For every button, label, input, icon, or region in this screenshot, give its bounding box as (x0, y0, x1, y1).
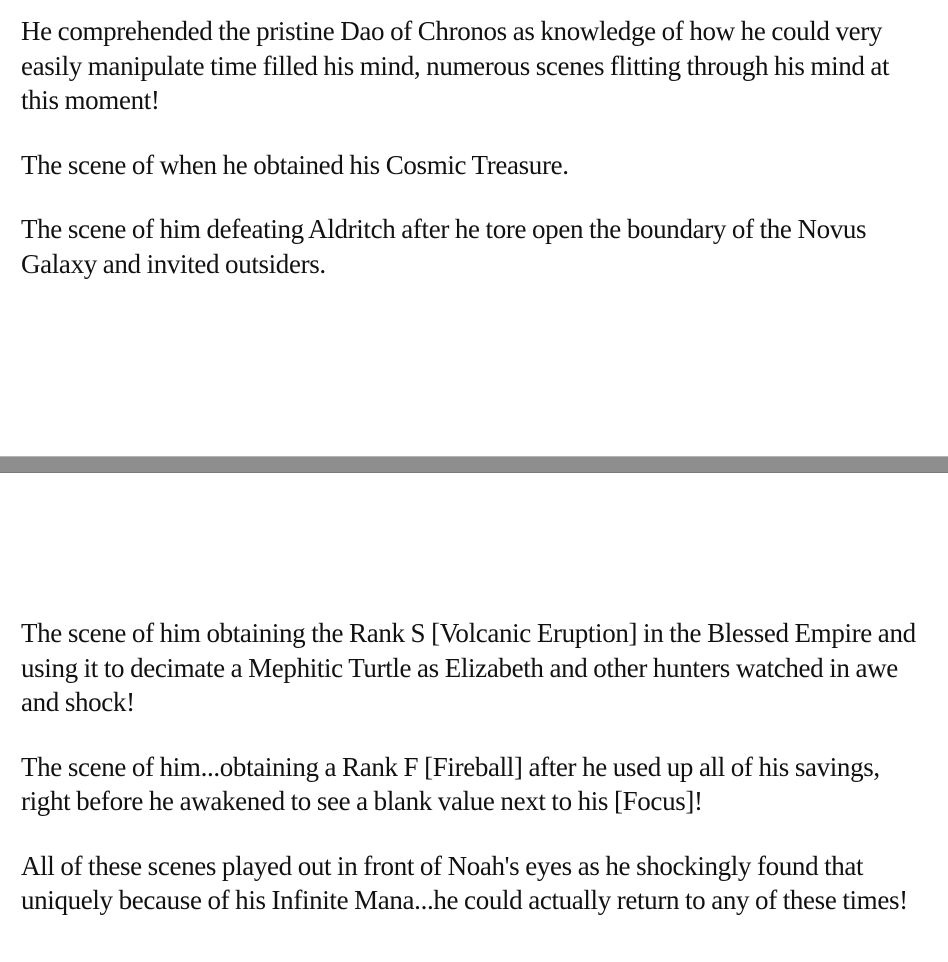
page-bottom (0, 474, 948, 962)
paragraph: All of these scenes played out in front of Noah's eyes as he shockingly found that uniquely because of his Infinite Mana...he could actually return to any of these times! (21, 850, 908, 915)
page-divider-bar (0, 456, 948, 473)
page-top (0, 0, 948, 455)
paragraph: The scene of him...obtaining a Rank F [Fireball] after he used up all of his savings, right before he awakened to see a blank value next to his [Focus]! (21, 751, 880, 816)
page-divider (0, 455, 948, 474)
paragraph: The scene of when he obtained his Cosmic Treasure. (21, 149, 569, 180)
paragraph: He comprehended the pristine Dao of Chronos as knowledge of how he could very easily manipulate time filled his mind, numerous scenes flitting through his mind at this moment! (21, 16, 890, 115)
paragraph: The scene of him defeating Aldritch after he tore open the boundary of the Novus Galaxy and invited outsiders. (21, 214, 867, 279)
paragraph: The scene of him obtaining the Rank S [Volcanic Eruption] in the Blessed Empire and using it to decimate a Mephitic Turtle as Elizabeth and other hunters watched in awe and shock! (21, 618, 916, 717)
